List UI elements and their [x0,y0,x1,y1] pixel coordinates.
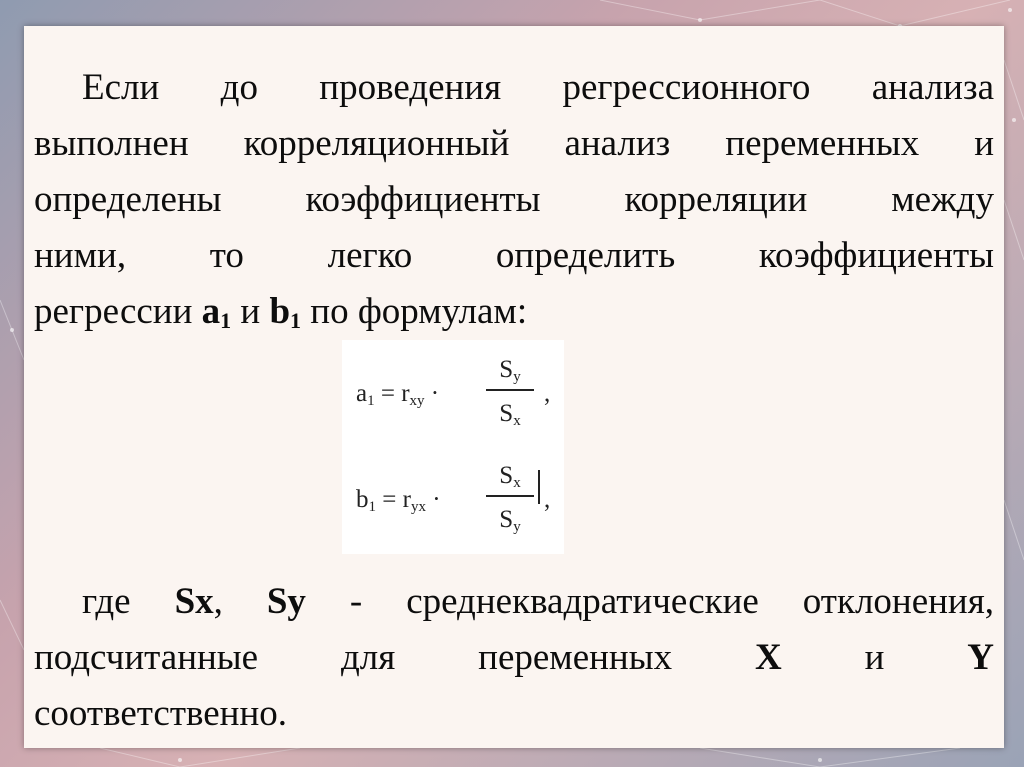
formula-a1 [356,346,556,446]
sx-label: Sx [174,581,214,622]
paragraph-line: ними, то легко определить коэффициенты [34,235,994,276]
formula-comma: , [544,380,551,407]
intro-paragraph [34,60,994,340]
paragraph-line: Если до проведения регрессионного анализа [82,67,994,108]
formula-lhs: $b_1 = r_{yx}$ · [356,486,441,515]
formula-comma: , [544,486,551,513]
paragraph-line: выполнен корреляционный анализ переменных и [34,123,994,164]
text-fragment: по формулам: [301,291,528,332]
text-fragment: регрессии [34,291,202,332]
sy-label: Sy [266,581,306,622]
paragraph-line: соответственно. [34,693,288,734]
formula-image [342,340,564,554]
paragraph-line: определены коэффициенты корреляции между [34,179,994,220]
fraction-numerator: $S_y$ [499,356,521,385]
coefficient-a-label: $a_1$ [201,291,232,333]
variable-y-label: Y [967,637,994,678]
formula-fraction [486,346,534,434]
paragraph-line: где Sx, Sy - среднеквадратические отклонения, [82,581,994,622]
fraction-denominator: $S_x$ [499,400,521,429]
formula-lhs: $a_1 = r_{xy}$ · [356,380,440,409]
fraction-bar [486,495,534,497]
text-fragment: и [231,291,270,332]
variable-x-label: X [754,637,782,678]
paragraph-line: подсчитанные для переменных X и Y [34,637,994,678]
definition-paragraph [34,574,994,742]
text-cursor [538,470,540,504]
fraction-numerator: $S_x$ [499,462,521,491]
slide-content-area [24,26,1004,748]
coefficient-b-label: $b_1$ [269,291,302,333]
formula-fraction [486,452,534,540]
fraction-bar [486,389,534,391]
fraction-denominator: $S_y$ [499,506,521,535]
paragraph-line [34,284,994,340]
formula-b1 [356,452,556,552]
